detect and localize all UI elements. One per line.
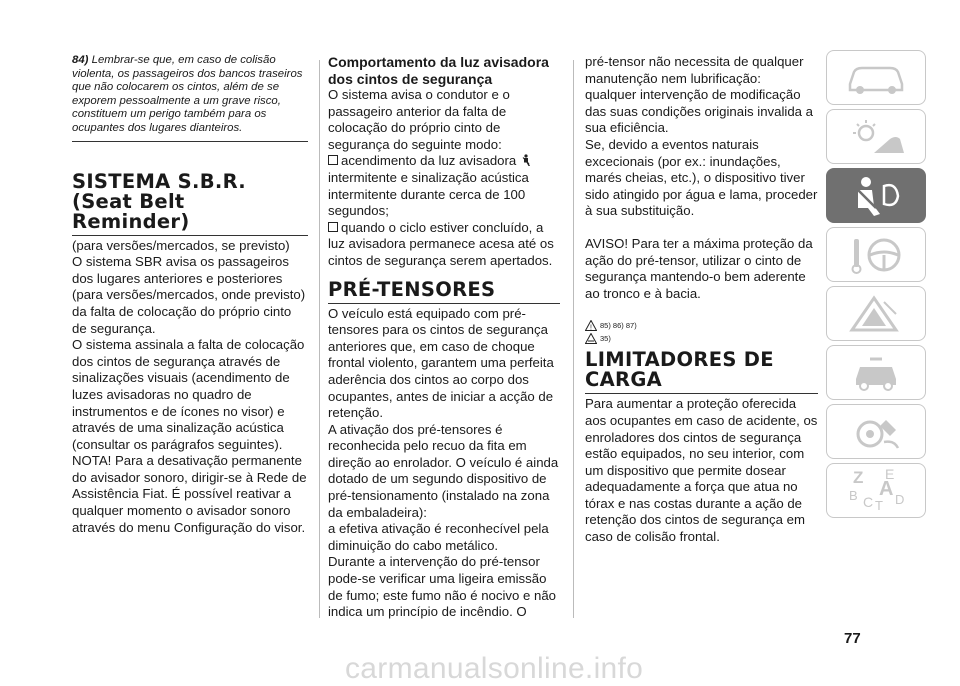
warning-triangle-icon (585, 320, 597, 331)
section-heading-pretensioners: PRÉ-TENSORES (328, 280, 560, 304)
paragraph: Durante a intervenção do pré-tensor pode-se verificar uma ligeira emissão de fumo; este fumo não é nocivo e não indica um princípio de incêndio. O (328, 554, 556, 620)
column-right (585, 54, 818, 546)
caution-refs: 35) (600, 333, 611, 343)
tab-technical-data[interactable] (826, 404, 926, 459)
paragraph-notice: AVISO! Para ter a máxima proteção da ação do pré-tensor, utilizar o cinto de segurança mantendo-o bem aderente ao tronco e à bacia. (585, 235, 813, 301)
key-steering-icon (844, 235, 908, 275)
paragraph: pré-tensor não necessita de qualquer manutenção nem lubrificação: (585, 54, 804, 86)
bullet-square-icon (328, 222, 338, 232)
warning-refs: 85) 86) 87) (600, 320, 637, 330)
svg-text:!: ! (590, 324, 592, 332)
note-number: 84) (72, 54, 89, 66)
tab-warning-lights[interactable] (826, 109, 926, 164)
wrench-car-icon (844, 353, 908, 393)
caution-triangle-icon (585, 333, 597, 344)
warning-lights-icon (844, 117, 908, 157)
tab-starting-driving[interactable] (826, 227, 926, 282)
caution-reference (585, 333, 818, 344)
bullet-item (328, 220, 560, 270)
bullet-text: quando o ciclo estiver concluído, a luz avisadora permanece acesa até os cintos de segurança serem apertados. (328, 219, 554, 268)
bullet-text: acendimento da luz avisadora (341, 153, 520, 169)
index-letter: D (895, 492, 905, 507)
car-settings-icon (844, 412, 908, 452)
section-heading-sbr: SISTEMA S.B.R. (Seat Belt Reminder) (72, 172, 308, 236)
column-divider (573, 60, 574, 618)
hazard-triangle-icon (844, 294, 908, 334)
seat-belt-airbag-icon (844, 174, 908, 218)
paragraph: A ativação dos pré-tensores é reconhecida pelo recuo da fita em direção ao enrolador. O veículo é ainda dotado de um segundo dispositivo de pré-tensionamento (instalado na zona da embaladeira): (328, 421, 559, 520)
paragraph: (para versões/mercados, se previsto) (72, 237, 290, 253)
note-text: Lembrar-se que, em caso de colisão violenta, os passageiros dos bancos traseiros que não colocarem os cintos, além de se exporem pessoalmente a um grave risco, constituem um perigo também para os ocupantes dos lugares dianteiros. (72, 54, 303, 134)
column-divider (319, 60, 320, 618)
index-letter: T (875, 498, 883, 513)
paragraph: Se, devido a eventos naturais excecionais (por ex.: inundações, marés cheias, etc.), o dispositivo tiver sido atingido por água e lama, proceder à sua substituição. (585, 136, 818, 219)
column-middle (328, 54, 560, 621)
index-letter: B (849, 488, 858, 503)
paragraph: a efetiva ativação é reconhecível pela diminuição do cabo metálico. (328, 521, 549, 553)
watermark: carmanualsonline.info (345, 652, 644, 685)
column-left (72, 54, 308, 536)
bullet-item (328, 153, 560, 170)
index-letter: A (879, 478, 894, 500)
tab-index[interactable] (826, 463, 926, 518)
seat-belt-warning-icon (520, 154, 531, 167)
paragraph: O sistema assinala a falta de colocação dos cintos de segurança através de sinalizações visuais (acendimento de luzes avisadoras no quadro de instrumentos e de ícones no visor) e através de uma sinalização acústica (consultar os parágrafos seguintes). (72, 337, 305, 452)
bullet-continuation: intermitente e sinalização acústica intermitente durante cerca de 100 segundos; (328, 169, 529, 219)
car-icon (844, 60, 908, 96)
paragraph: Para aumentar a proteção oferecida aos ocupantes em caso de acidente, os enroladores dos cintos de segurança estão equipados, no seu interior, com um dispositivo que permite dosear adequadamente a força que atua no tórax e nas costas durante a ação de retenção dos cintos de segurança em caso de colisão frontal. (585, 396, 818, 545)
index-letter: E (885, 466, 895, 482)
tab-emergency[interactable] (826, 286, 926, 341)
paragraph: O sistema SBR avisa os passageiros dos lugares anteriores e posteriores (para versões/mercados, onde previsto) da falta de colocação do próprio cinto de segurança. (72, 254, 306, 336)
page-number: 77 (844, 630, 861, 647)
tab-maintenance[interactable] (826, 345, 926, 400)
paragraph: NOTA! Para a desativação permanente do avisador sonoro, dirigir-se à Rede de Assistência Fiat. É possível reativar a qualquer momento o avisador sonoro através do menu Configuração do visor. (72, 453, 307, 535)
tab-car[interactable] (826, 50, 926, 105)
index-letter: Z (853, 468, 864, 487)
tab-safety[interactable] (826, 168, 926, 223)
chapter-sidebar (826, 50, 926, 522)
warning-note-84 (72, 54, 308, 142)
section-heading-load-limiters: LIMITADORES DE CARGA (585, 350, 818, 394)
paragraph: O sistema avisa o condutor e o passageiro anterior da falta de colocação do próprio cinto de segurança do seguinte modo: (328, 87, 510, 152)
index-letter: C (863, 494, 874, 510)
paragraph: qualquer intervenção de modificação das suas condições originais invalida a sua eficiência. (585, 87, 813, 136)
paragraph: O veículo está equipado com pré-tensores para os cintos de segurança anteriores que, em caso de choque frontal violento, garantem uma perfeita aderência dos cintos ao corpo dos ocupantes, antes de iniciar a acção de retenção. (328, 305, 554, 421)
warning-reference (585, 320, 818, 331)
bullet-square-icon (328, 155, 338, 165)
subheading-warning-light: Comportamento da luz avisadora dos cintos de segurança (328, 54, 549, 87)
